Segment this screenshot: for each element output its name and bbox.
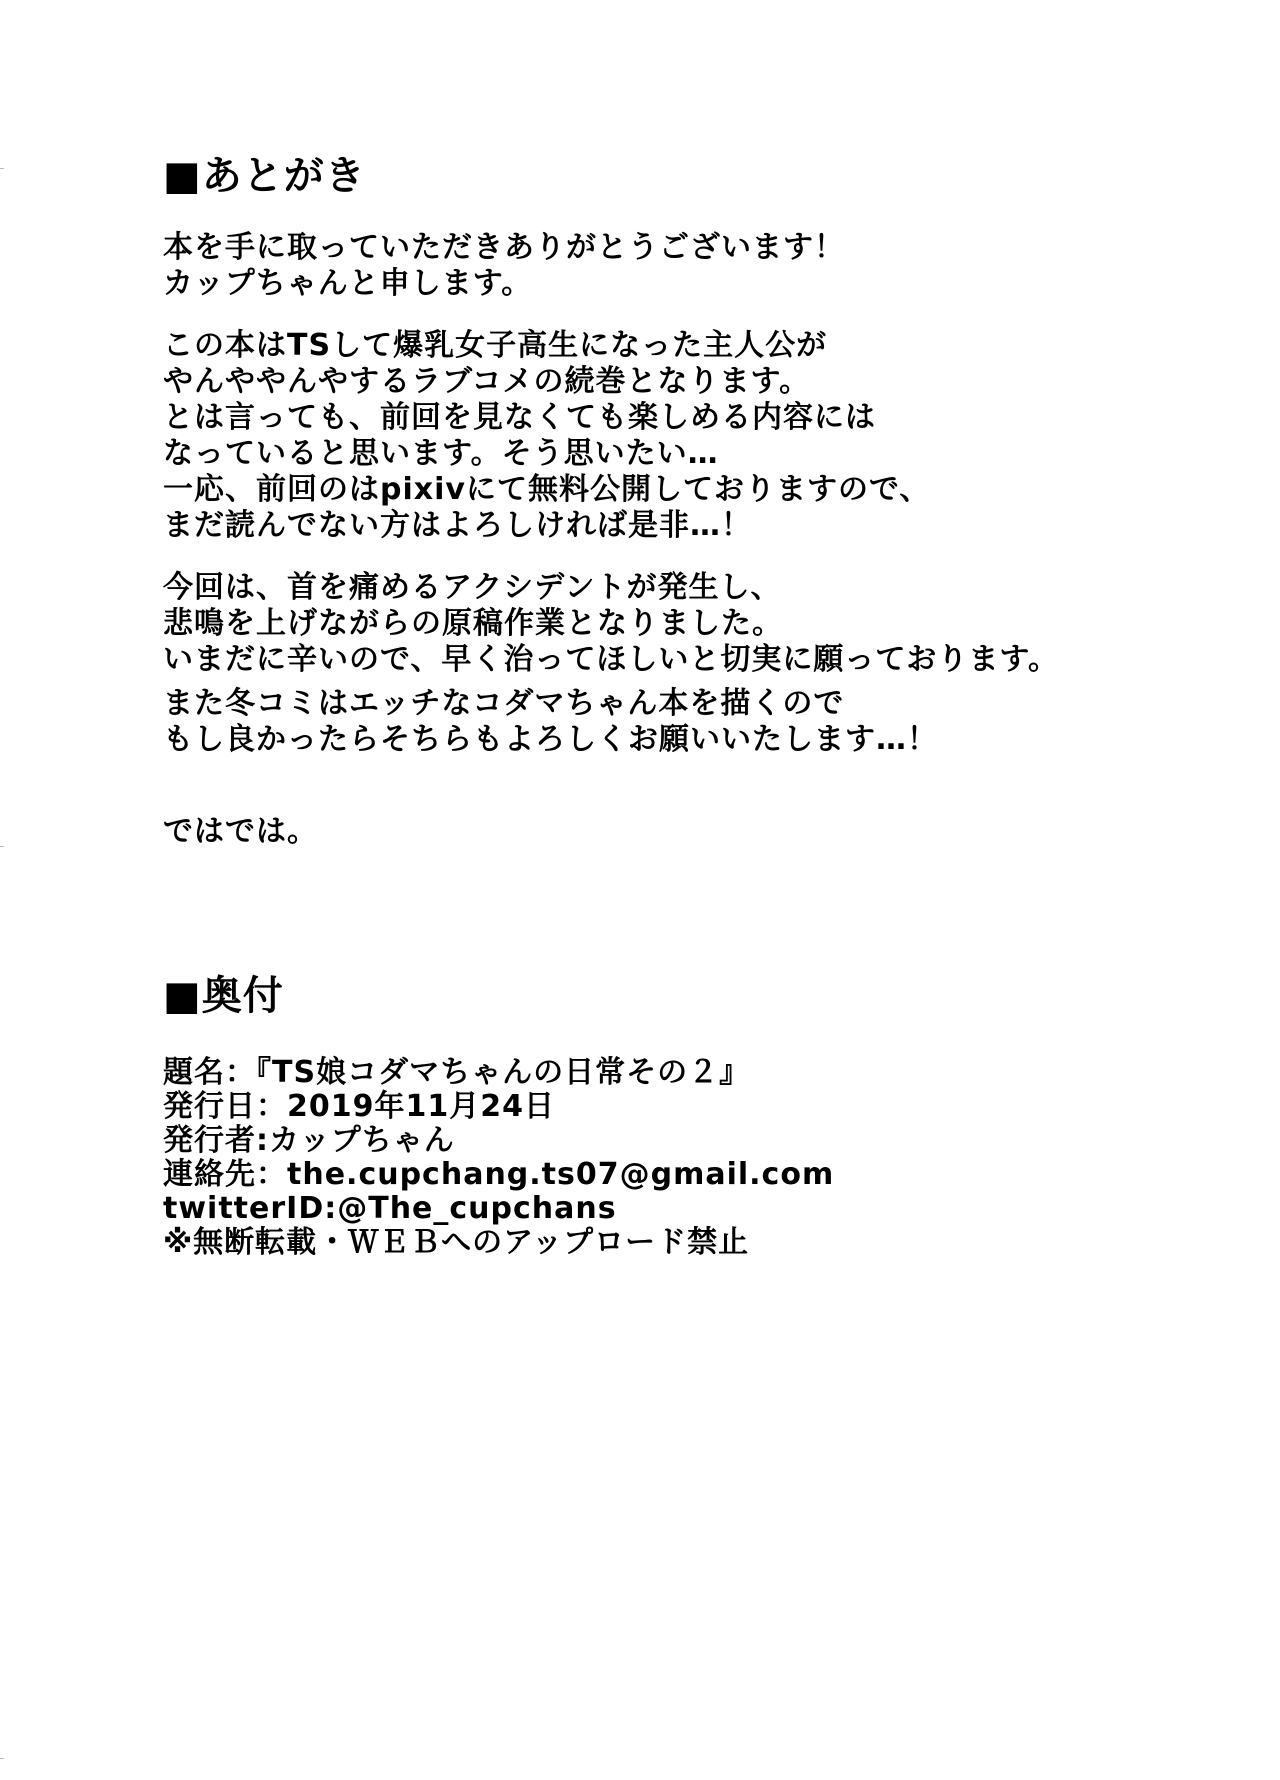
text-line: 一応、前回のはpixivにて無料公開しておりますので、	[163, 472, 931, 507]
margin-tick-mark	[0, 846, 4, 847]
text-line: なっていると思います。そう思いたい…	[163, 436, 719, 471]
text-line: 本を手に取っていただきありがとうございます！	[163, 230, 845, 265]
afterword-paragraph-about-book	[163, 328, 930, 544]
afterword-paragraph-closing	[163, 814, 318, 850]
colophon-publisher-line: 発行者:カップちゃん	[163, 1123, 455, 1158]
colophon-contact-line: 連絡先：the.cupchang.ts07@gmail.com	[163, 1157, 835, 1192]
text-line: この本はTSして爆乳女子高生になった主人公が	[163, 328, 828, 363]
text-line: まだ読んでない方はよろしければ是非…！	[163, 508, 752, 543]
colophon-notice-line: ※無断転載・ＷＥＢへのアップロード禁止	[163, 1225, 750, 1260]
afterword-paragraph-this-time	[163, 570, 1059, 678]
colophon-title-line: 題名：『TS娘コダマちゃんの日常その２』	[163, 1055, 751, 1090]
margin-tick-mark	[0, 1758, 4, 1759]
text-line: いまだに辛いので、早く治ってほしいと切実に願っております。	[163, 642, 1059, 677]
text-line: また冬コミはエッチなコダマちゃん本を描くので	[163, 686, 845, 721]
afterword-heading: ■あとがき	[163, 153, 366, 199]
afterword-paragraph-winter-comiket	[163, 686, 938, 758]
text-line: とは言っても、前回を見なくても楽しめる内容には	[163, 400, 876, 435]
text-line: 今回は、首を痛めるアクシデントが発生し、	[163, 570, 782, 605]
colophon-heading: ■奥付	[163, 973, 284, 1019]
text-line: やんややんやするラブコメの続巻となります。	[163, 364, 811, 399]
colophon-date-line: 発行日：2019年11月24日	[163, 1089, 555, 1124]
margin-tick-mark	[0, 168, 4, 169]
text-line: 悲鳴を上げながらの原稿作業となりました。	[163, 606, 783, 641]
colophon-twitter-line: twitterID:@The_cupchans	[163, 1191, 617, 1226]
text-line: ではでは。	[163, 814, 318, 849]
colophon-details	[163, 1056, 834, 1260]
afterword-paragraph-greeting	[163, 230, 845, 302]
text-line: カップちゃんと申します。	[163, 266, 533, 301]
text-line: もし良かったらそちらもよろしくお願いいたします…！	[163, 722, 938, 757]
